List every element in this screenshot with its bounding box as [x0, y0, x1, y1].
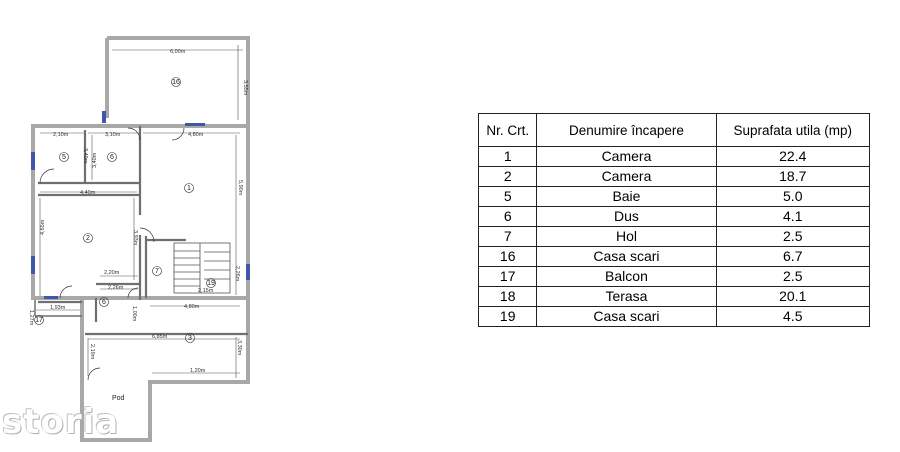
- room-number-19: 19: [207, 279, 215, 287]
- table-row: [479, 167, 870, 187]
- room-number-6: 6: [110, 153, 114, 161]
- cell-area: 22.4: [716, 147, 870, 167]
- dim-label: 3,30m: [236, 340, 242, 356]
- cell-nr: 18: [479, 287, 537, 307]
- cell-name: Camera: [537, 147, 716, 167]
- table-row: [479, 287, 870, 307]
- cell-name: Dus: [537, 207, 716, 227]
- header-room-name: Denumire încapere: [537, 114, 716, 147]
- dim-label: 4,40m: [80, 190, 96, 196]
- dim-label: 4,65m: [40, 219, 46, 235]
- dim-label: 2,15m: [198, 288, 214, 294]
- cell-nr: 1: [479, 147, 537, 167]
- cell-area: 18.7: [716, 167, 870, 187]
- room-number-16: 16: [172, 78, 180, 86]
- table-header-row: [479, 114, 870, 147]
- dim-label: 4,80m: [184, 304, 200, 310]
- cell-name: Casa scari: [537, 247, 716, 267]
- dim-label: 5,90m: [237, 180, 243, 196]
- dim-label: 3,40m: [92, 152, 98, 168]
- stairs: [174, 243, 230, 293]
- cell-area: 4.5: [716, 307, 870, 327]
- table-row: [479, 307, 870, 327]
- dim-label: 2,10m: [53, 132, 69, 138]
- dim-label: 6,00m: [170, 49, 186, 55]
- cell-name: Baie: [537, 187, 716, 207]
- cell-name: Hol: [537, 227, 716, 247]
- dim-label: 4,80m: [188, 132, 204, 138]
- cell-nr: 16: [479, 247, 537, 267]
- cell-area: 5.0: [716, 187, 870, 207]
- cell-name: Casa scari: [537, 307, 716, 327]
- cell-area: 4.1: [716, 207, 870, 227]
- dim-label: 3,10m: [105, 132, 121, 138]
- cell-nr: 2: [479, 167, 537, 187]
- dim-label: 3,40m: [82, 148, 88, 164]
- doors: [40, 128, 184, 380]
- dim-label: 2,26m: [234, 266, 240, 282]
- dim-label: 2,20m: [104, 270, 120, 276]
- cell-area: 6.7: [716, 247, 870, 267]
- room-number-6-lower: 6: [102, 298, 106, 306]
- cell-nr: 6: [479, 207, 537, 227]
- room-number-5: 5: [62, 153, 66, 161]
- cell-name: Balcon: [537, 267, 716, 287]
- table-row: [479, 187, 870, 207]
- cell-nr: 5: [479, 187, 537, 207]
- dim-label: 1,93m: [50, 305, 66, 311]
- dim-label: 3,55m: [242, 80, 248, 96]
- dim-label: 1,20m: [190, 368, 206, 374]
- room-number-7: 7: [155, 267, 159, 275]
- dim-label: 1,27m: [28, 310, 34, 326]
- cell-area: 2.5: [716, 267, 870, 287]
- table-row: [479, 247, 870, 267]
- table-row: [479, 227, 870, 247]
- dim-label: 6,85m: [152, 334, 168, 340]
- cell-nr: 19: [479, 307, 537, 327]
- room-number-2: 2: [86, 234, 90, 242]
- header-nr: Nr. Crt.: [479, 114, 537, 147]
- dim-label: 1,00m: [131, 306, 137, 322]
- dimension-labels: [28, 49, 248, 374]
- room-number-1: 1: [187, 184, 191, 192]
- dim-label: 3,93m: [132, 230, 138, 246]
- room-number-3: 3: [188, 334, 192, 342]
- cell-area: 2.5: [716, 227, 870, 247]
- dim-label: 2,19m: [89, 344, 95, 360]
- pod-label: Pod: [112, 395, 125, 402]
- room-number-17: 17: [35, 316, 43, 324]
- inner-walls: [38, 126, 248, 334]
- storia-watermark-logo: storia: [2, 402, 120, 442]
- cell-name: Terasa: [537, 287, 716, 307]
- dim-label: 2,26m: [108, 285, 124, 291]
- header-area: Suprafata utila (mp): [716, 114, 870, 147]
- room-areas-table: [478, 113, 870, 327]
- cell-nr: 7: [479, 227, 537, 247]
- table-row: [479, 147, 870, 167]
- table-row: [479, 207, 870, 227]
- table-row: [479, 267, 870, 287]
- cell-name: Camera: [537, 167, 716, 187]
- cell-nr: 17: [479, 267, 537, 287]
- cell-area: 20.1: [716, 287, 870, 307]
